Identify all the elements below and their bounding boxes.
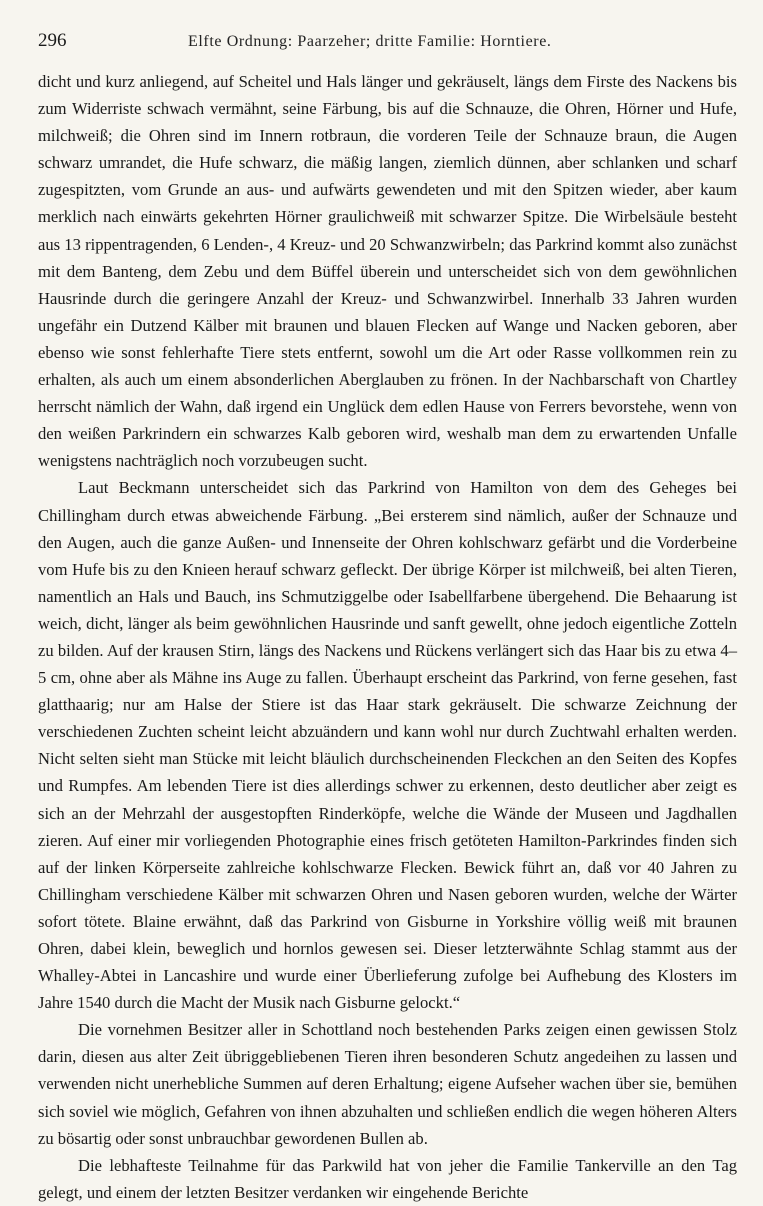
- paragraph-1: dicht und kurz anliegend, auf Scheitel und Hals länger und gekräuselt, längs dem Firste des Nackens bis zum Widerriste schwach vermähnt, seine Färbung, bis auf die Schnauze, die Ohren, Hörner und Hufe, milchweiß; die Ohren sind im Innern rotbraun, die vorderen Teile der Schnauze braun, die Augen schwarz umrandet, die Hufe schwarz, die mäßig langen, ziemlich dünnen, aber schlanken und scharf zugespitzten, vom Grunde an aus- und aufwärts gewendeten und mit den Spitzen wieder, aber kaum merklich nach einwärts gekehrten Hörner graulichweiß mit schwarzer Spitze. Die Wirbelsäule besteht aus 13 rippentragenden, 6 Lenden-, 4 Kreuz- und 20 Schwanzwirbeln; das Parkrind kommt also zunächst mit dem Banteng, dem Zebu und dem Büffel überein und unterscheidet sich von dem gewöhnlichen Hausrinde durch die geringere Anzahl der Kreuz- und Schwanzwirbel. Innerhalb 33 Jahren wurden ungefähr ein Dutzend Kälber mit braunen und blauen Flecken auf Wange und Nacken geboren, aber ebenso wie sonst fehlerhafte Tiere stets entfernt, sowohl um die Art oder Rasse vollkommen rein zu erhalten, als auch um einem absonderlichen Aberglauben zu frönen. In der Nachbarschaft von Chartley herrscht nämlich der Wahn, daß irgend ein Unglück dem edlen Hause von Ferrers bevorstehe, wenn von den weißen Parkrindern ein schwarzes Kalb geboren wird, weshalb man dem zu erwartenden Unfalle wenigstens nachträglich noch vorzubeugen sucht.: [38, 72, 737, 471]
- body-text: [38, 68, 737, 1206]
- paragraph-3: Die vornehmen Besitzer aller in Schottland noch bestehenden Parks zeigen einen gewissen Stolz darin, diesen aus alter Zeit übriggebliebenen Tieren ihren besonderen Schutz angedeihen zu lassen und verwenden nicht unerhebliche Summen auf deren Erhaltung; eigene Aufseher wachen über sie, bemühen sich soviel wie möglich, Gefahren von ihnen abzuhalten und schließen endlich die wegen höheren Alters zu bösartig oder sonst unbrauchbar gewordenen Bullen ab.: [38, 1020, 737, 1148]
- page-number: 296: [38, 30, 67, 51]
- running-header: [38, 30, 737, 64]
- paragraph-2: Laut Beckmann unterscheidet sich das Parkrind von Hamilton von dem des Geheges bei Chillingham durch etwas abweichende Färbung. „Bei ersterem sind nämlich, außer der Schnauze und den Augen, auch die ganze Außen- und Innenseite der Ohren kohlschwarz gefärbt und die Vorderbeine vom Hufe bis zu den Knieen herauf schwarz gefleckt. Der übrige Körper ist milchweiß, bei alten Tieren, namentlich an Hals und Bauch, ins Schmutziggelbe oder Isabellfarbene übergehend. Die Behaarung ist weich, dicht, länger als beim gewöhnlichen Hausrinde und sanft gewellt, ohne jedoch eigentliche Zotteln zu bilden. Auf der krausen Stirn, längs des Nackens und Rückens verlängert sich das Haar bis zu etwa 4–5 cm, ohne aber als Mähne ins Auge zu fallen. Überhaupt erscheint das Parkrind, von ferne gesehen, fast glatthaarig; nur am Halse der Stiere ist das Haar stark gekräuselt. Die schwarze Zeichnung der verschiedenen Zuchten scheint leicht abzuändern und kann wohl nur durch Zuchtwahl erhalten werden. Nicht selten sieht man Stücke mit leicht bläulich durchscheinenden Fleckchen an den Seiten des Kopfes und Rumpfes. Am lebenden Tiere ist dies allerdings schwer zu erkennen, desto deutlicher aber zeigt es sich an der Mehrzahl der ausgestopften Rinderköpfe, welche die Wände der Museen und Jagdhallen zieren. Auf einer mir vorliegenden Photographie eines frisch getöteten Hamilton-Parkrindes finden sich auf der linken Körperseite zahlreiche kohlschwarze Flecken. Bewick führt an, daß vor 40 Jahren zu Chillingham verschiedene Kälber mit schwarzen Ohren und Nasen geboren wurden, welche der Wärter sofort tötete. Blaine erwähnt, daß das Parkrind von Gisburne in Yorkshire völlig weiß mit braunen Ohren, dabei klein, beweglich und hornlos gewesen sei. Dieser letzterwähnte Schlag stammt aus der Whalley-Abtei in Lancashire und wurde einer Überlieferung zufolge bei Aufhebung des Klosters im Jahre 1540 durch die Macht der Musik nach Gisburne gelockt.“: [38, 478, 737, 1013]
- header-title: Elfte Ordnung: Paarzeher; dritte Familie: Horntiere.: [188, 33, 552, 50]
- paragraph-4: Die lebhafteste Teilnahme für das Parkwild hat von jeher die Familie Tankerville an den Tag gelegt, und einem der letzten Besitzer verdanken wir eingehende Berichte: [38, 1155, 737, 1202]
